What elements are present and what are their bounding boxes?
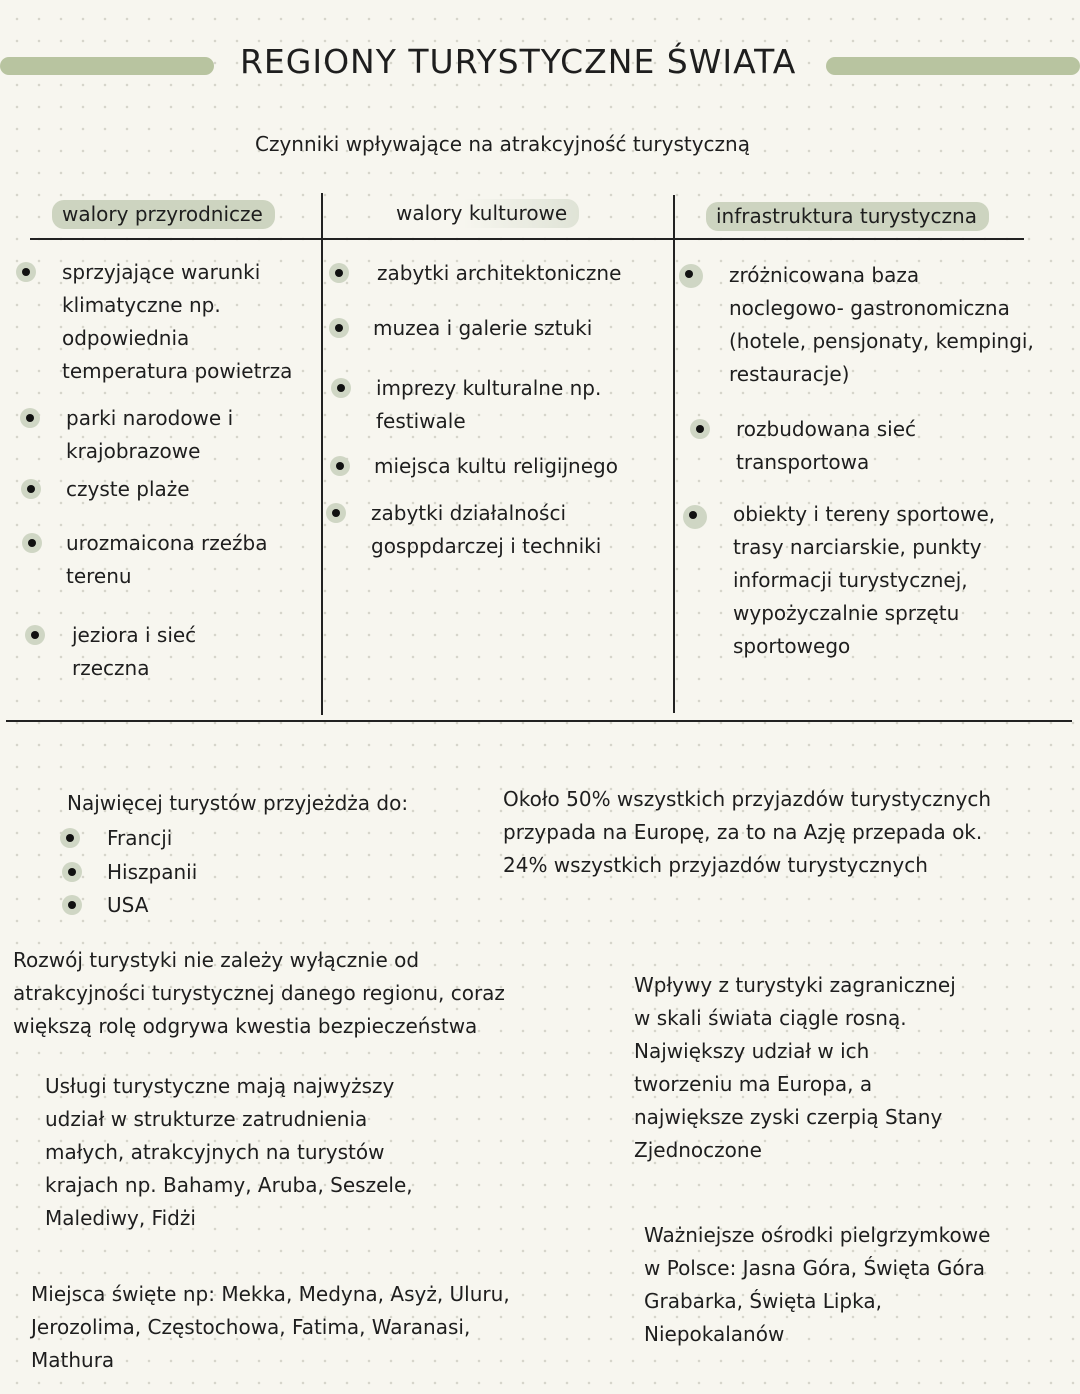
- bullet-icon: [21, 479, 41, 499]
- page-title: REGIONY TURYSTYCZNE ŚWIATA: [240, 42, 797, 81]
- bullet-icon: [16, 262, 36, 282]
- column-header-nature: walory przyrodnicze: [52, 200, 275, 229]
- bullet-icon: [22, 533, 42, 553]
- bullet-icon: [62, 895, 82, 915]
- bullet-icon: [20, 408, 40, 428]
- bullet-icon: [62, 862, 82, 882]
- title-bar-right: [826, 57, 1080, 75]
- list-item-culture-5: zabytki działalności gosppdarczej i techniki: [371, 497, 666, 563]
- safety-note: Rozwój turystyki nie zależy wyłącznie od atrakcyjności turystycznej danego regionu, coraz większą rolę odgrywa kwestia bezpieczeństwa: [13, 948, 505, 1038]
- bullet-icon: [331, 378, 351, 398]
- services-note: Usługi turystyczne mają najwyższy udział w strukturze zatrudnienia małych, atrakcyjnych na turystów krajach np. Bahamy, Aruba, Seszele, Malediwy, Fidżi: [45, 1074, 413, 1230]
- country-item: Francji: [107, 826, 172, 850]
- bullet-icon: [683, 505, 707, 529]
- column-divider-1: [321, 193, 323, 715]
- bullet-icon: [679, 264, 703, 288]
- table-header-line: [30, 238, 1024, 240]
- bullet-icon: [60, 828, 80, 848]
- subtitle: Czynniki wpływające na atrakcyjność turystyczną: [255, 132, 750, 156]
- list-item-nature-1: sprzyjające warunki klimatyczne np. odpowiednia temperatura powietrza: [62, 256, 312, 388]
- bullet-icon: [330, 456, 350, 476]
- bullet-icon: [326, 503, 346, 523]
- column-divider-2: [673, 195, 675, 713]
- list-item-infra-1: zróżnicowana baza noclegowo- gastronomiczna (hotele, pensjonaty, kempingi, restauracje): [729, 259, 1069, 391]
- list-item-culture-2: muzea i galerie sztuki: [373, 312, 663, 345]
- table-bottom-line: [6, 720, 1072, 722]
- list-item-nature-4: urozmaicona rzeźba terenu: [66, 527, 306, 593]
- list-item-nature-5: jeziora i sieć rzeczna: [72, 619, 302, 685]
- bullet-icon: [690, 419, 710, 439]
- column-header-culture: walory kulturowe: [386, 199, 579, 228]
- list-item-culture-3: imprezy kulturalne np. festiwale: [376, 372, 666, 438]
- income-note: Wpływy z turystyki zagranicznej w skali świata ciągle rosną. Największy udział w ich tworzeniu ma Europa, a największe zyski czerpią Stany Zjednoczone: [634, 973, 956, 1162]
- list-item-nature-3: czyste plaże: [66, 473, 306, 506]
- country-item: USA: [107, 893, 148, 917]
- bullet-icon: [329, 318, 349, 338]
- bullet-icon: [25, 625, 45, 645]
- most-tourists-heading: Najwięcej turystów przyjeżdża do:: [67, 791, 409, 815]
- list-item-nature-2: parki narodowe i krajobrazowe: [66, 402, 306, 468]
- list-item-culture-1: zabytki architektoniczne: [377, 257, 667, 290]
- holy-places-note: Miejsca święte np: Mekka, Medyna, Asyż, Uluru, Jerozolima, Częstochowa, Fatima, Waranasi, Mathura: [31, 1282, 510, 1372]
- title-bar-left: [0, 57, 214, 75]
- pilgrimage-note: Ważniejsze ośrodki pielgrzymkowe w Polsce: Jasna Góra, Święta Góra Grabarka, Święta Lipka, Niepokalanów: [644, 1223, 991, 1346]
- list-item-infra-2: rozbudowana sieć transportowa: [736, 413, 1056, 479]
- column-header-infrastructure: infrastruktura turystyczna: [706, 202, 989, 231]
- list-item-culture-4: miejsca kultu religijnego: [374, 450, 664, 483]
- bullet-icon: [329, 263, 349, 283]
- europe-share-note: Około 50% wszystkich przyjazdów turystycznych przypada na Europę, za to na Azję przepada ok. 24% wszystkich przyjazdów turystycznych: [503, 787, 992, 877]
- country-item: Hiszpanii: [107, 860, 197, 884]
- list-item-infra-3: obiekty i tereny sportowe, trasy narciarskie, punkty informacji turystycznej, wypożyczalnie sprzętu sportowego: [733, 498, 1063, 663]
